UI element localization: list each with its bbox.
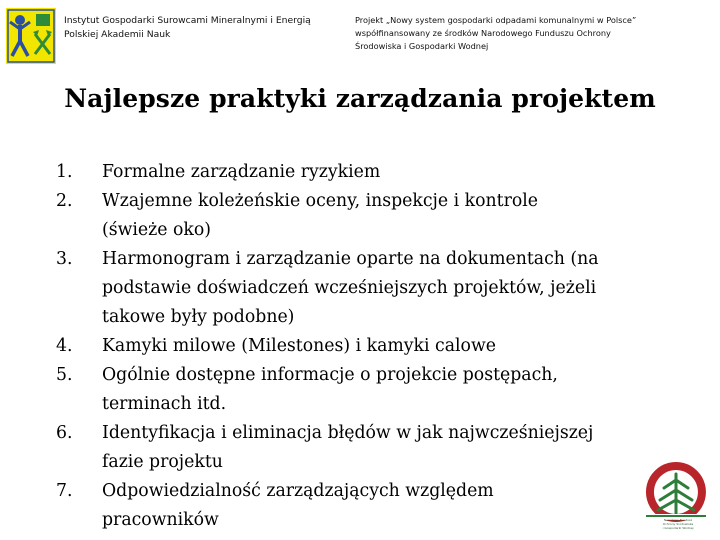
item-number: 4. — [56, 336, 73, 356]
project-info — [355, 14, 715, 54]
item-number: 1. — [56, 162, 73, 182]
item-text: Ogólnie dostępne informacje o projekcie postępach, — [102, 365, 558, 385]
item-number: 2. — [56, 191, 73, 211]
item-text: (świeże oko) — [102, 220, 212, 240]
item-text: fazie projektu — [102, 452, 223, 472]
caption-line: Narodowy Fundusz — [663, 518, 693, 522]
list-item — [56, 419, 656, 477]
list-item — [56, 332, 656, 361]
item-text: Kamyki milowe (Milestones) i kamyki calowe — [102, 336, 496, 356]
item-text: Wzajemne koleżeńskie oceny, inspekcje i kontrole — [102, 191, 538, 211]
institute-name — [64, 14, 336, 42]
item-text: terminach itd. — [102, 394, 227, 414]
caption-line: i Gospodarki Wodnej — [662, 526, 694, 530]
institute-logo — [6, 8, 56, 64]
item-text: Harmonogram i zarządzanie oparte na dokumentach (na — [102, 249, 599, 269]
list-item — [56, 245, 656, 332]
institute-line: Polskiej Akademii Nauk — [64, 29, 171, 40]
item-number: 6. — [56, 423, 73, 443]
institute-line: Instytut Gospodarki Surowcami Mineralnymi i Energią — [64, 15, 311, 26]
item-text: podstawie doświadczeń wcześniejszych projektów, jeżeli — [102, 278, 597, 298]
item-number: 7. — [56, 481, 73, 501]
list-item — [56, 361, 656, 419]
list-item — [56, 477, 656, 535]
item-number: 3. — [56, 249, 73, 269]
item-text: Odpowiedzialność zarządzających względem — [102, 481, 494, 501]
header-institute — [6, 8, 336, 64]
item-text: pracowników — [102, 510, 219, 530]
practices-list — [56, 158, 656, 535]
item-text: takowe były podobne) — [102, 307, 295, 327]
slide-title: Najlepsze praktyki zarządzania projektem — [64, 84, 656, 113]
list-item — [56, 187, 656, 245]
project-line: Środowiska i Gospodarki Wodnej — [355, 41, 489, 52]
nfosigw-caption — [646, 518, 710, 530]
caption-line: Ochrony Środowiska — [662, 522, 694, 526]
list-item — [56, 158, 656, 187]
project-line: Projekt „Nowy system gospodarki odpadami komunalnymi w Polsce” — [355, 15, 637, 25]
project-line: współfinansowany ze środków Narodowego Funduszu Ochrony — [355, 28, 611, 39]
item-text: Identyfikacja i eliminacja błędów w jak najwcześniejszej — [102, 423, 594, 443]
item-text: Formalne zarządzanie ryzykiem — [102, 162, 381, 182]
item-number: 5. — [56, 365, 73, 385]
